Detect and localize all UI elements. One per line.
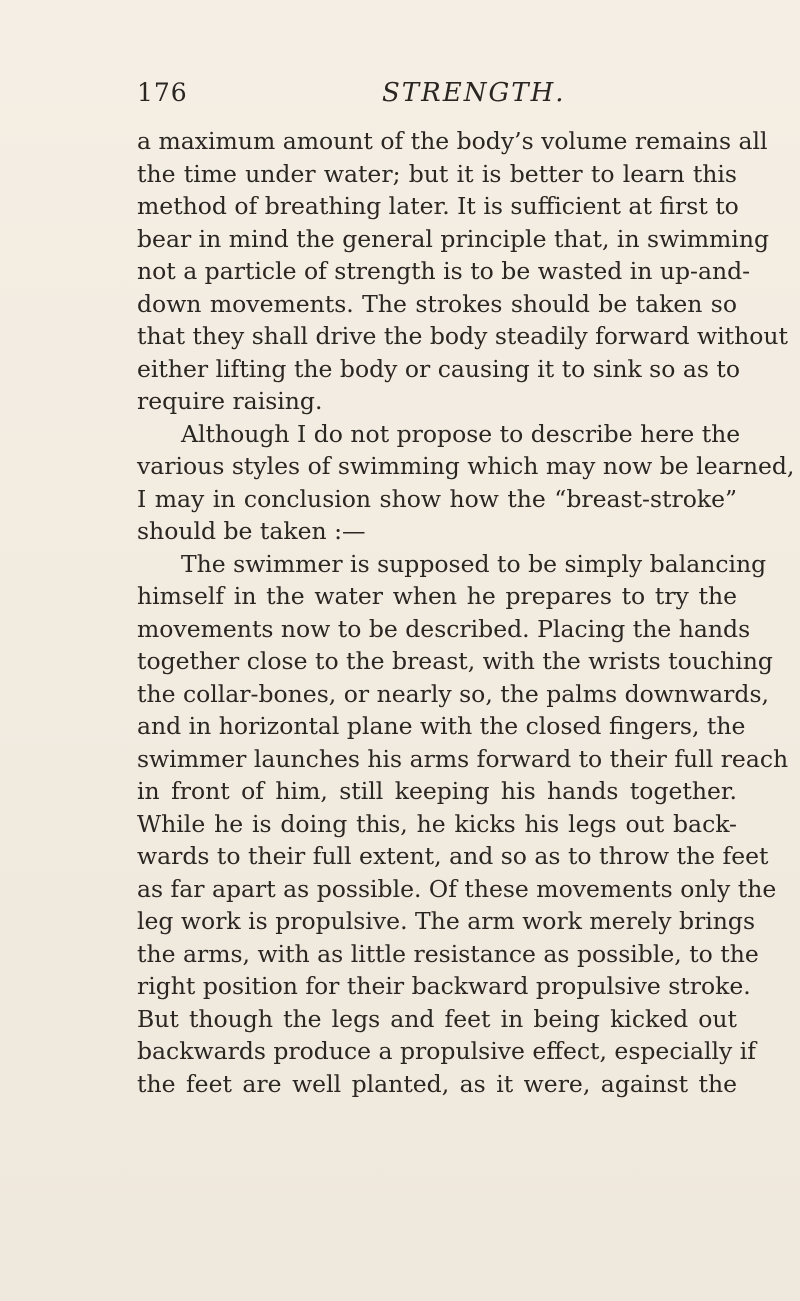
text-line: and in horizontal plane with the closed fingers, the bbox=[137, 712, 746, 740]
text-line: While he is doing this, he kicks his legs out back- bbox=[137, 809, 737, 838]
running-head bbox=[137, 78, 737, 114]
text-line: the collar-bones, or nearly so, the palms downwards, bbox=[137, 679, 769, 708]
paragraph-start-line: Although I do not propose to describe here the bbox=[181, 419, 741, 448]
text-line: the arms, with as little resistance as possible, to the bbox=[137, 939, 759, 968]
text-line: a maximum amount of the body’s volume remains all bbox=[137, 127, 768, 155]
text-line: leg work is propulsive. The arm work merely brings bbox=[137, 907, 756, 935]
text-line: movements now to be described. Placing the hands bbox=[137, 614, 751, 643]
text-line: I may in conclusion show how the “breast-stroke” bbox=[137, 484, 737, 513]
text-line: not a particle of strength is to be wasted in up-and- bbox=[137, 257, 751, 285]
text-line: that they shall drive the body steadily forward without bbox=[137, 322, 788, 350]
text-line: But though the legs and feet in being kicked out bbox=[137, 1004, 737, 1033]
text-line: method of breathing later. It is sufficient at first to bbox=[137, 192, 739, 220]
text-line: the time under water; but it is better to learn this bbox=[137, 159, 737, 188]
text-line: down movements. The strokes should be taken so bbox=[137, 289, 737, 318]
text-line: bear in mind the general principle that, in swimming bbox=[137, 224, 769, 253]
paragraph-end-line: should be taken :— bbox=[137, 517, 366, 545]
text-line: swimmer launches his arms forward to their full reach bbox=[137, 744, 789, 773]
text-line: right position for their backward propulsive stroke. bbox=[137, 972, 751, 1000]
text-line: together close to the breast, with the wrists touching bbox=[137, 647, 773, 675]
text-line: backwards produce a propulsive effect, especially if bbox=[137, 1037, 757, 1065]
body-text bbox=[137, 125, 795, 1100]
page-number: 176 bbox=[137, 78, 188, 107]
text-line: as far apart as possible. Of these movements only the bbox=[137, 874, 777, 903]
paragraph-start-line: The swimmer is supposed to be simply balancing bbox=[181, 549, 767, 578]
text-line: himself in the water when he prepares to try the bbox=[137, 582, 737, 610]
text-line: wards to their full extent, and so as to throw the feet bbox=[137, 842, 769, 870]
text-line: either lifting the body or causing it to sink so as to bbox=[137, 354, 740, 383]
text-line: various styles of swimming which may now be learned, bbox=[137, 452, 795, 480]
text-line: the feet are well planted, as it were, against the bbox=[137, 1069, 737, 1098]
running-title: STRENGTH. bbox=[382, 78, 566, 108]
text-line: in front of him, still keeping his hands together. bbox=[137, 777, 737, 805]
paragraph-end-line: require raising. bbox=[137, 387, 323, 415]
